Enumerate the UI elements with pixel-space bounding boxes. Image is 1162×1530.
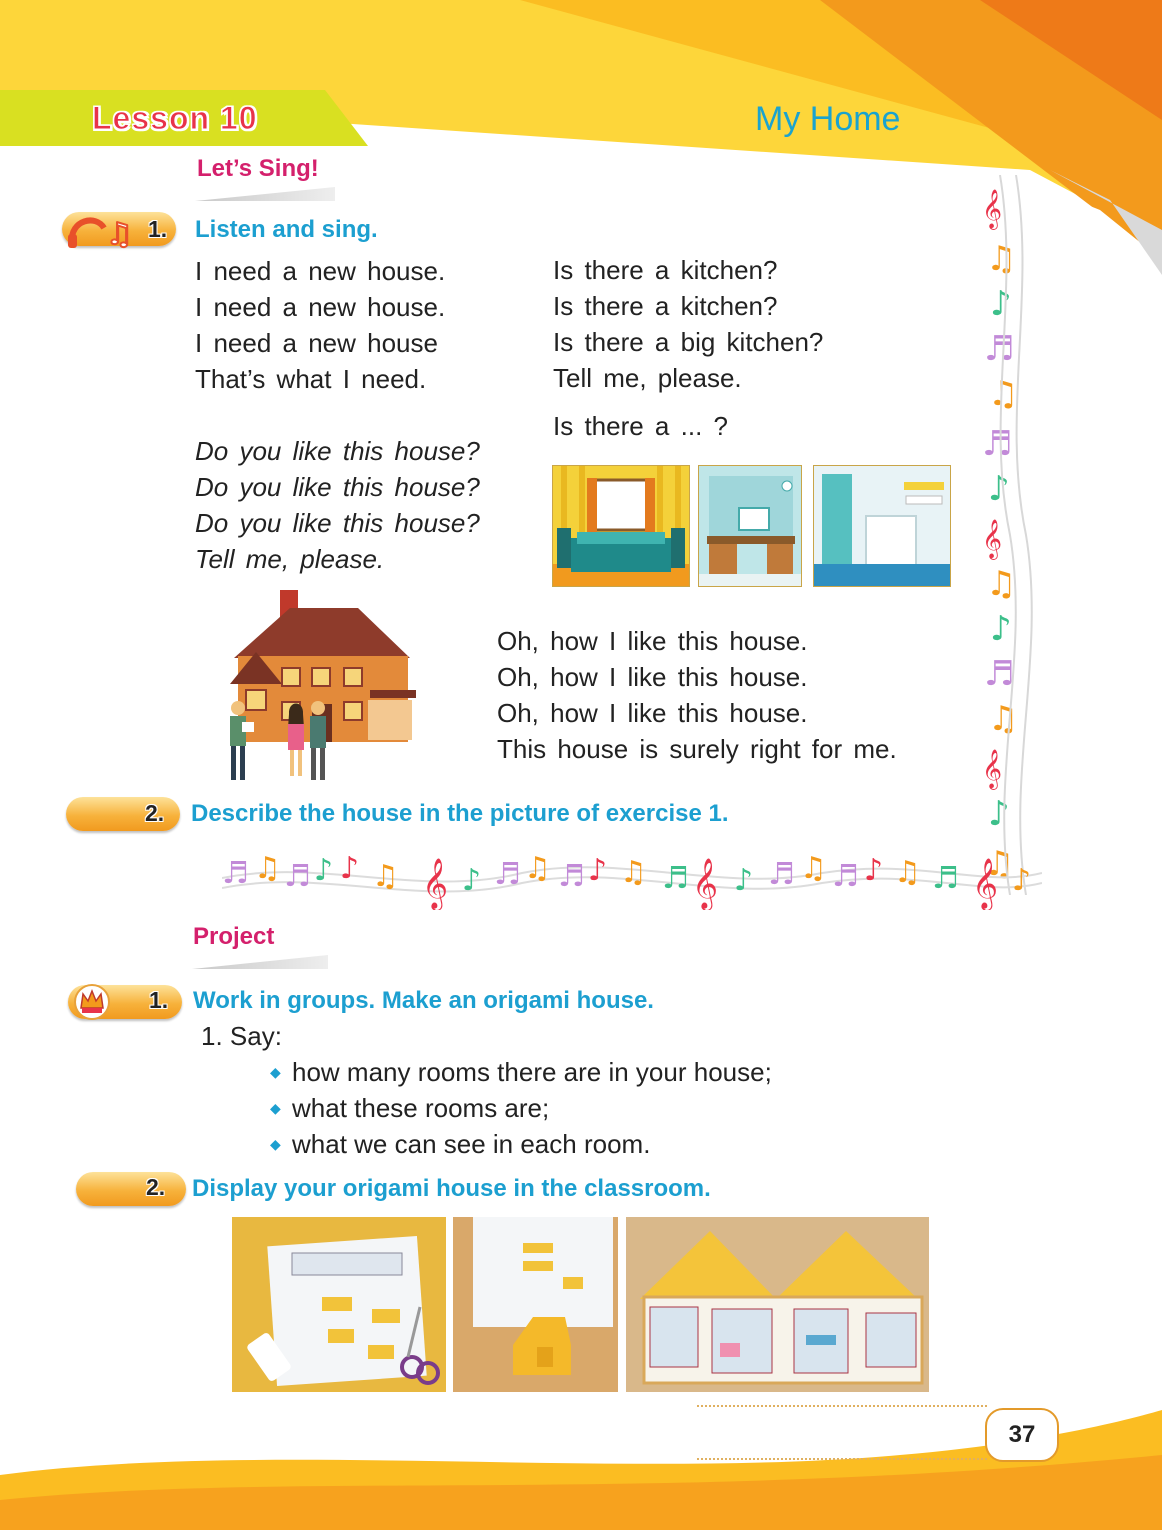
song-line: Do you like this house? [195, 436, 480, 466]
music-note-icon: ♬ [984, 654, 1015, 694]
unit-title: My Home [755, 100, 901, 138]
list-item: ◆ what we can see in each room. [270, 1126, 772, 1162]
svg-text:♫: ♫ [800, 851, 827, 886]
music-notes-border [980, 175, 1050, 895]
song-line: Is there a kitchen? [553, 255, 778, 285]
svg-text:♪: ♪ [588, 853, 608, 888]
svg-text:♫: ♫ [254, 851, 281, 886]
exercise-instruction: Display your origami house in the classroom. [192, 1175, 711, 1202]
svg-text:♫: ♫ [524, 851, 551, 886]
diamond-bullet-icon: ◆ [270, 1100, 281, 1116]
song-line: Do you like this house? [195, 472, 480, 502]
footer-dotted-line [697, 1405, 987, 1407]
lesson-label: Lesson 10 [92, 100, 258, 136]
svg-text:♫: ♫ [620, 855, 647, 890]
house-with-people-illustration [220, 590, 416, 786]
svg-text:♬: ♬ [832, 859, 859, 894]
song-verse-3 [553, 252, 823, 396]
svg-text:♪: ♪ [1012, 863, 1032, 898]
music-note-icon: ♫ [986, 564, 1017, 604]
origami-materials-photo [232, 1217, 446, 1392]
song-line: This house is surely right for me. [497, 734, 897, 764]
song-line: I need a new house. [195, 256, 446, 286]
music-note-icon: ♬ [984, 329, 1015, 369]
svg-text:♪: ♪ [864, 853, 884, 888]
footer-dotted-line [697, 1458, 987, 1460]
svg-text:♬: ♬ [494, 857, 521, 892]
song-question: Is there a ... ? [553, 411, 728, 441]
song-line: Oh, how I like this house. [497, 662, 808, 692]
project-bullet-list [270, 1054, 772, 1162]
song-line: Oh, how I like this house. [497, 626, 808, 656]
svg-text:♬: ♬ [932, 861, 959, 896]
exercise-badge [76, 1172, 186, 1206]
bedroom-picture [552, 465, 690, 587]
music-note-icon: ♪ [988, 794, 1010, 834]
diamond-bullet-icon: ◆ [270, 1064, 281, 1080]
svg-text:♪: ♪ [340, 851, 360, 886]
exercise-instruction: Describe the house in the picture of exercise 1. [191, 800, 729, 827]
study-room-picture [698, 465, 802, 587]
song-line: Oh, how I like this house. [497, 698, 808, 728]
origami-folding-photo [453, 1217, 618, 1392]
music-note-icon: ♫ [988, 699, 1019, 739]
music-notes-divider [222, 838, 1042, 910]
svg-text:♪: ♪ [462, 863, 482, 898]
svg-text:♪: ♪ [734, 863, 754, 898]
svg-text:𝄞: 𝄞 [972, 858, 999, 909]
treble-clef-icon: 𝄞 [982, 519, 1003, 559]
exercise-instruction: Listen and sing. [195, 216, 378, 243]
exercise-number: 2. [145, 800, 165, 826]
song-line: Is there a big kitchen? [553, 327, 824, 357]
exercise-number: 1. [148, 216, 168, 242]
music-note-icon: ♫ [984, 844, 1015, 884]
project-step: 1. Say: [201, 1021, 282, 1051]
music-note-icon: ♪ [990, 609, 1012, 649]
svg-text:𝄞: 𝄞 [422, 858, 449, 909]
song-line: I need a new house. [195, 292, 446, 322]
section-heading-lets-sing: Let’s Sing! [197, 155, 319, 182]
music-note-icon: ♬ [982, 424, 1013, 464]
exercise-instruction: Work in groups. Make an origami house. [193, 987, 654, 1014]
song-verse-2 [195, 433, 480, 577]
page-number: 37 [985, 1408, 1059, 1462]
song-verse-1 [195, 253, 445, 397]
music-note-icon: ♪ [990, 284, 1012, 324]
song-line: I need a new house [195, 328, 438, 358]
svg-text:♬: ♬ [768, 857, 795, 892]
svg-text:♫: ♫ [106, 217, 133, 250]
treble-clef-icon: 𝄞 [982, 189, 1003, 229]
song-line: Do you like this house? [195, 508, 480, 538]
music-note-icon: ♫ [988, 374, 1019, 414]
bathroom-picture [813, 465, 951, 587]
music-note-icon: ♫ [986, 239, 1017, 279]
svg-text:♬: ♬ [558, 859, 585, 894]
svg-text:♬: ♬ [662, 861, 689, 896]
section-heading-project: Project [193, 923, 275, 950]
svg-text:♬: ♬ [284, 859, 311, 894]
headphones-note-icon [66, 210, 146, 250]
music-note-icon: ♪ [988, 469, 1010, 509]
song-verse-4 [497, 623, 897, 767]
svg-text:♫: ♫ [894, 855, 921, 890]
svg-text:♪: ♪ [314, 853, 334, 888]
diamond-bullet-icon: ◆ [270, 1136, 281, 1152]
finished-origami-house-photo [626, 1217, 929, 1392]
song-line: That’s what I need. [195, 364, 427, 394]
list-item: ◆ what these rooms are; [270, 1090, 772, 1126]
exercise-number: 1. [149, 987, 169, 1013]
list-item: ◆ how many rooms there are in your house; [270, 1054, 772, 1090]
svg-text:♫: ♫ [372, 859, 399, 894]
crown-icon [74, 982, 110, 1020]
treble-clef-icon: 𝄞 [982, 749, 1003, 789]
song-line: Tell me, please. [195, 544, 385, 574]
song-line: Is there a kitchen? [553, 291, 778, 321]
svg-text:𝄞: 𝄞 [692, 858, 719, 909]
song-line: Tell me, please. [553, 363, 742, 393]
svg-text:♬: ♬ [222, 856, 249, 891]
exercise-number: 2. [146, 1174, 166, 1200]
